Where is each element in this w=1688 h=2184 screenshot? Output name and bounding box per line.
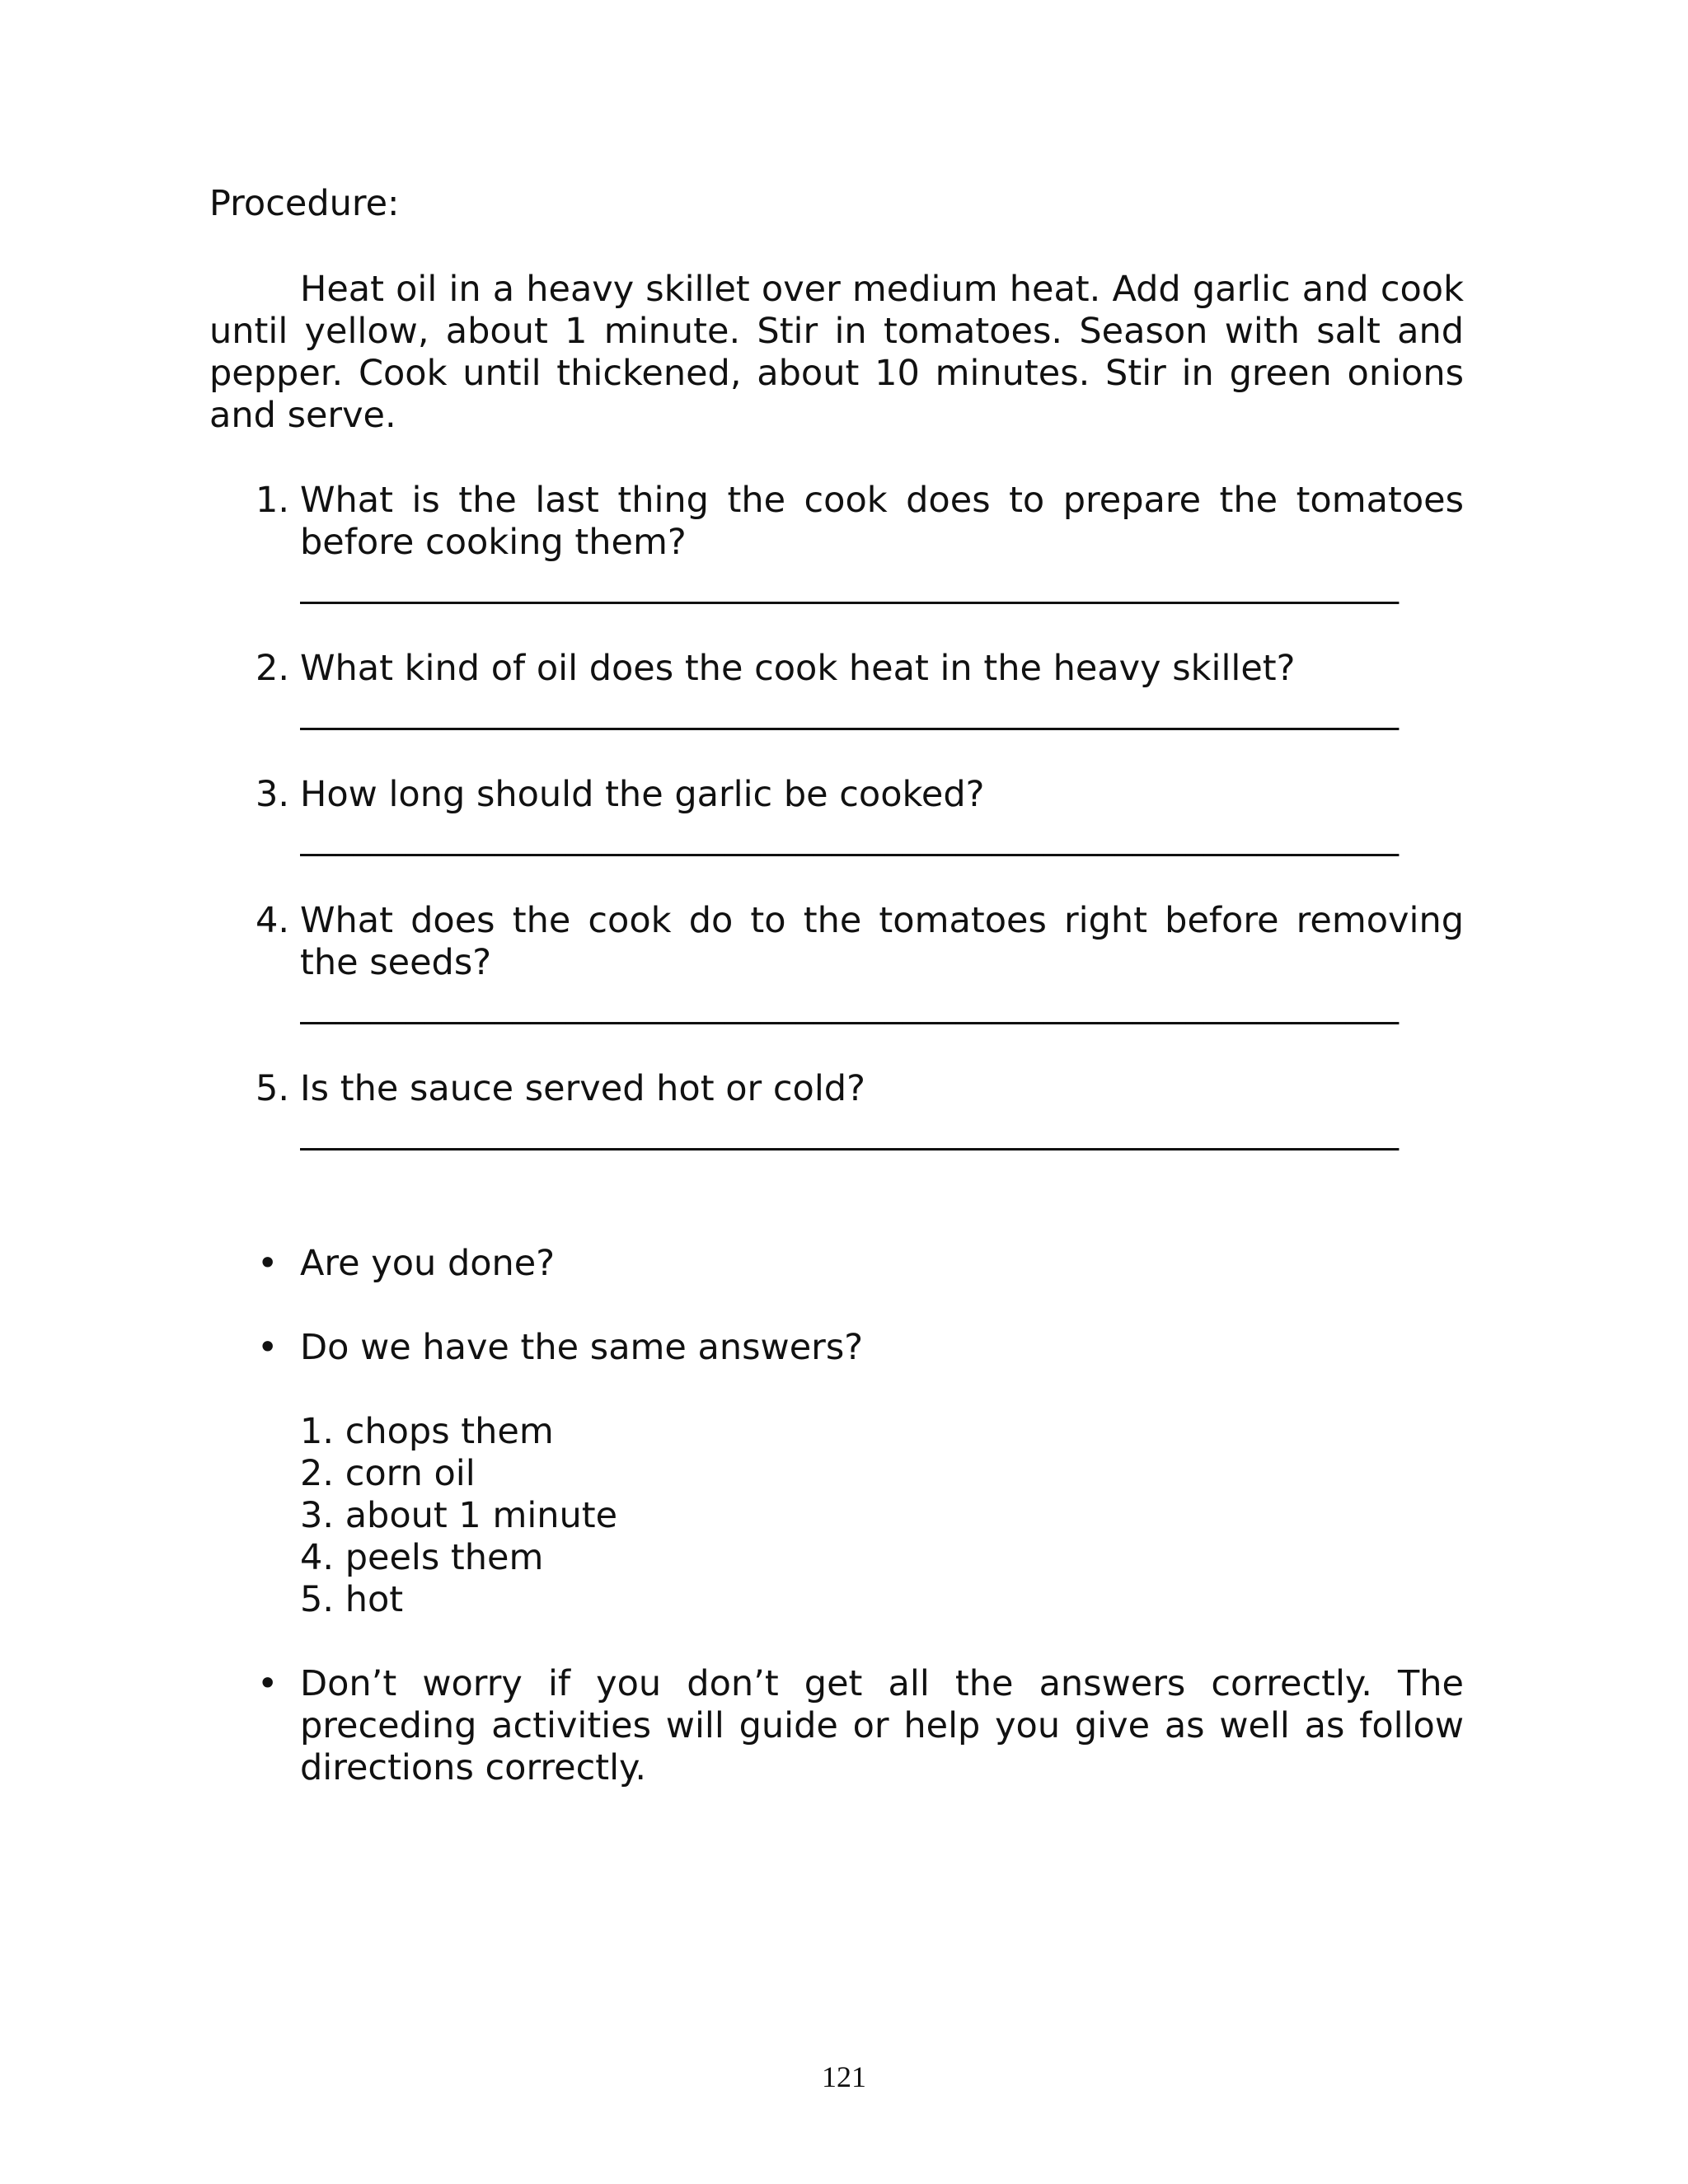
- answer-key-item: 2. corn oil: [300, 1453, 476, 1494]
- procedure-heading: Procedure:: [209, 183, 400, 224]
- question-number: 1.: [256, 480, 290, 521]
- answer-blank-line: ______________________________________________________________: [300, 816, 1399, 857]
- page-number: 121: [822, 2060, 866, 2093]
- question-text: What kind of oil does the cook heat in the heavy skillet?: [300, 648, 1296, 689]
- question-item: [209, 648, 1464, 732]
- answer-key-item: 1. chops them: [300, 1411, 554, 1452]
- bullet-text: Are you done?: [300, 1243, 556, 1284]
- question-text: Is the sauce served hot or cold?: [300, 1068, 865, 1109]
- question-text: How long should the garlic be cooked?: [300, 774, 985, 815]
- bullet-text: Don’t worry if you don’t get all the answers correctly. The preceding activities will guide or help you give as well as follow directions correctly.: [300, 1663, 1464, 1788]
- question-number: 5.: [256, 1068, 290, 1109]
- question-item: [209, 1068, 1464, 1152]
- bullet-dot-icon: •: [257, 1243, 279, 1284]
- procedure-paragraph: Heat oil in a heavy skillet over medium heat. Add garlic and cook until yellow, about 1 minute. Stir in tomatoes. Season with salt and pepper. Cook until thickened, about 10 minutes. Stir in green onions and serve.: [209, 269, 1464, 436]
- bullet-item-dont-worry: [209, 1663, 1464, 1789]
- bullet-dot-icon: •: [257, 1327, 279, 1368]
- bullet-dot-icon: •: [257, 1663, 279, 1704]
- bullet-text: Do we have the same answers?: [300, 1327, 864, 1368]
- answer-key-item: 5. hot: [300, 1579, 404, 1620]
- question-item: [209, 774, 1464, 858]
- answer-blank-line: ______________________________________________________________: [300, 690, 1399, 731]
- bullet-item-done: [209, 1243, 1464, 1285]
- answer-key-item: 4. peels them: [300, 1537, 544, 1578]
- question-text: What is the last thing the cook does to prepare the tomatoes before cooking them?: [300, 480, 1464, 563]
- answer-blank-line: ______________________________________________________________: [300, 984, 1399, 1025]
- answer-key-list: [300, 1411, 1464, 1621]
- question-list: [209, 480, 1464, 1194]
- bullet-item-same-answers: [209, 1327, 1464, 1369]
- question-number: 2.: [256, 648, 290, 689]
- answer-blank-line: ______________________________________________________________: [300, 564, 1399, 605]
- question-number: 4.: [256, 900, 290, 941]
- answer-blank-line: ______________________________________________________________: [300, 1110, 1399, 1151]
- question-text: What does the cook do to the tomatoes right before removing the seeds?: [300, 900, 1464, 983]
- bullet-list: [209, 1243, 1464, 1831]
- answer-key-item: 3. about 1 minute: [300, 1495, 618, 1536]
- question-number: 3.: [256, 774, 290, 815]
- question-item: [209, 480, 1464, 606]
- question-item: [209, 900, 1464, 1026]
